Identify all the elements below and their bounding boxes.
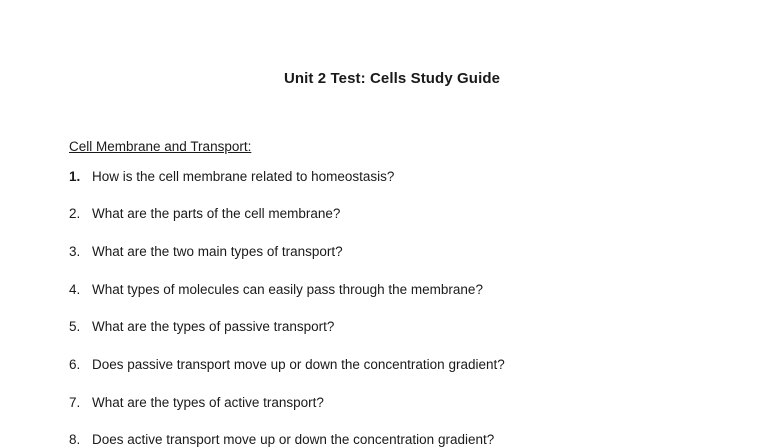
- question-number: 8.: [69, 432, 81, 447]
- question-item: [69, 319, 334, 334]
- question-number: 1.: [69, 169, 81, 184]
- question-item: [69, 206, 340, 221]
- question-item: [69, 395, 324, 410]
- question-text: What are the two main types of transport?: [92, 244, 343, 259]
- question-text: What are the parts of the cell membrane?: [92, 206, 341, 221]
- question-number: 3.: [69, 244, 81, 259]
- question-number: 5.: [69, 319, 81, 334]
- question-text: Does passive transport move up or down the concentration gradient?: [92, 357, 505, 372]
- document-title: Unit 2 Test: Cells Study Guide: [283, 70, 501, 87]
- question-item: [69, 169, 394, 184]
- question-number: 2.: [69, 206, 81, 221]
- question-item: [69, 432, 494, 447]
- question-item: [69, 244, 343, 259]
- question-text: What are the types of active transport?: [92, 395, 324, 410]
- question-number: 4.: [69, 282, 81, 297]
- question-number: 7.: [69, 395, 81, 410]
- question-text: Does active transport move up or down the concentration gradient?: [92, 432, 495, 447]
- section-heading: Cell Membrane and Transport:: [69, 139, 252, 154]
- question-item: [69, 282, 483, 297]
- question-text: What types of molecules can easily pass through the membrane?: [92, 282, 483, 297]
- question-text: What are the types of passive transport?: [92, 319, 335, 334]
- question-item: [69, 357, 505, 372]
- question-number: 6.: [69, 357, 81, 372]
- question-text: How is the cell membrane related to homeostasis?: [92, 169, 395, 184]
